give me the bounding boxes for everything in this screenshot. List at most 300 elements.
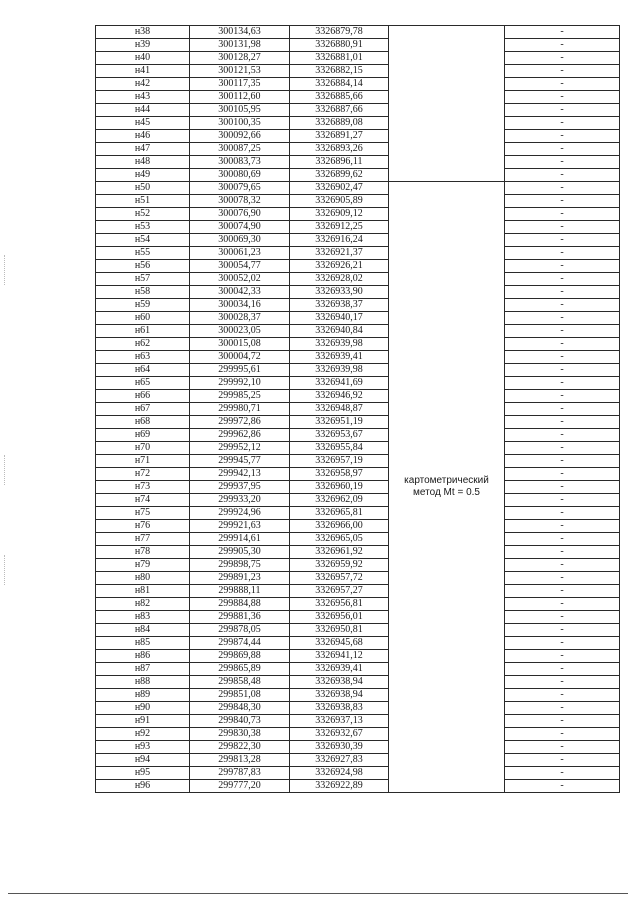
y-coordinate-cell: 3326879,78 [290,26,389,39]
x-coordinate-cell: 300112,60 [190,91,290,104]
coordinates-table-body [96,26,620,793]
accuracy-dash-cell: - [505,91,620,104]
table-row [96,247,620,260]
table-row [96,325,620,338]
accuracy-dash-cell: - [505,143,620,156]
point-name-cell: н64 [96,364,190,377]
point-name-cell: н81 [96,585,190,598]
x-coordinate-cell: 299851,08 [190,689,290,702]
table-row [96,351,620,364]
table-row [96,195,620,208]
table-row [96,598,620,611]
point-name-cell: н67 [96,403,190,416]
x-coordinate-cell: 300034,16 [190,299,290,312]
point-name-cell: н38 [96,26,190,39]
y-coordinate-cell: 3326940,84 [290,325,389,338]
accuracy-dash-cell: - [505,572,620,585]
accuracy-dash-cell: - [505,312,620,325]
table-row [96,494,620,507]
x-coordinate-cell: 300052,02 [190,273,290,286]
y-coordinate-cell: 3326921,37 [290,247,389,260]
point-name-cell: н49 [96,169,190,182]
y-coordinate-cell: 3326953,67 [290,429,389,442]
point-name-cell: н73 [96,481,190,494]
x-coordinate-cell: 299914,61 [190,533,290,546]
table-row [96,156,620,169]
x-coordinate-cell: 300079,65 [190,182,290,195]
point-name-cell: н42 [96,78,190,91]
point-name-cell: н52 [96,208,190,221]
x-coordinate-cell: 299888,11 [190,585,290,598]
y-coordinate-cell: 3326956,81 [290,598,389,611]
y-coordinate-cell: 3326938,94 [290,689,389,702]
point-name-cell: н79 [96,559,190,572]
x-coordinate-cell: 300054,77 [190,260,290,273]
table-row [96,39,620,52]
y-coordinate-cell: 3326928,02 [290,273,389,286]
point-name-cell: н86 [96,650,190,663]
method-text-line: метод Mt = 0.5 [413,487,480,498]
table-row [96,429,620,442]
x-coordinate-cell: 299995,61 [190,364,290,377]
accuracy-dash-cell: - [505,598,620,611]
x-coordinate-cell: 300092,66 [190,130,290,143]
accuracy-dash-cell: - [505,26,620,39]
point-name-cell: н87 [96,663,190,676]
point-name-cell: н60 [96,312,190,325]
table-row [96,182,620,195]
x-coordinate-cell: 300080,69 [190,169,290,182]
accuracy-dash-cell: - [505,65,620,78]
x-coordinate-cell: 300028,37 [190,312,290,325]
x-coordinate-cell: 300087,25 [190,143,290,156]
point-name-cell: н93 [96,741,190,754]
table-row [96,117,620,130]
accuracy-dash-cell: - [505,741,620,754]
y-coordinate-cell: 3326965,81 [290,507,389,520]
y-coordinate-cell: 3326882,15 [290,65,389,78]
x-coordinate-cell: 299848,30 [190,702,290,715]
table-row [96,130,620,143]
point-name-cell: н45 [96,117,190,130]
table-row [96,481,620,494]
x-coordinate-cell: 299830,38 [190,728,290,741]
accuracy-dash-cell: - [505,624,620,637]
accuracy-dash-cell: - [505,260,620,273]
y-coordinate-cell: 3326902,47 [290,182,389,195]
table-row [96,377,620,390]
table-row [96,169,620,182]
point-name-cell: н82 [96,598,190,611]
point-name-cell: н59 [96,299,190,312]
x-coordinate-cell: 299881,36 [190,611,290,624]
point-name-cell: н88 [96,676,190,689]
accuracy-dash-cell: - [505,715,620,728]
table-row [96,637,620,650]
point-name-cell: н48 [96,156,190,169]
margin-mark [4,255,8,285]
y-coordinate-cell: 3326965,05 [290,533,389,546]
accuracy-dash-cell: - [505,273,620,286]
point-name-cell: н50 [96,182,190,195]
table-row [96,559,620,572]
x-coordinate-cell: 299937,95 [190,481,290,494]
accuracy-dash-cell: - [505,234,620,247]
y-coordinate-cell: 3326893,26 [290,143,389,156]
coordinates-table [95,25,620,793]
accuracy-dash-cell: - [505,455,620,468]
y-coordinate-cell: 3326951,19 [290,416,389,429]
page-bottom-rule [8,893,628,894]
accuracy-dash-cell: - [505,611,620,624]
table-row [96,663,620,676]
point-name-cell: н54 [96,234,190,247]
point-name-cell: н90 [96,702,190,715]
y-coordinate-cell: 3326946,92 [290,390,389,403]
x-coordinate-cell: 300121,53 [190,65,290,78]
x-coordinate-cell: 299952,12 [190,442,290,455]
x-coordinate-cell: 299945,77 [190,455,290,468]
x-coordinate-cell: 299787,83 [190,767,290,780]
point-name-cell: н83 [96,611,190,624]
y-coordinate-cell: 3326941,12 [290,650,389,663]
accuracy-dash-cell: - [505,39,620,52]
y-coordinate-cell: 3326957,27 [290,585,389,598]
table-row [96,533,620,546]
y-coordinate-cell: 3326939,98 [290,338,389,351]
table-row [96,546,620,559]
table-row [96,312,620,325]
table-row [96,767,620,780]
point-name-cell: н92 [96,728,190,741]
point-name-cell: н84 [96,624,190,637]
x-coordinate-cell: 300042,33 [190,286,290,299]
table-row [96,286,620,299]
point-name-cell: н85 [96,637,190,650]
accuracy-dash-cell: - [505,156,620,169]
table-row [96,468,620,481]
point-name-cell: н80 [96,572,190,585]
point-name-cell: н78 [96,546,190,559]
accuracy-dash-cell: - [505,52,620,65]
table-row [96,299,620,312]
x-coordinate-cell: 300015,08 [190,338,290,351]
y-coordinate-cell: 3326948,87 [290,403,389,416]
accuracy-dash-cell: - [505,676,620,689]
accuracy-dash-cell: - [505,195,620,208]
accuracy-dash-cell: - [505,728,620,741]
y-coordinate-cell: 3326938,94 [290,676,389,689]
accuracy-dash-cell: - [505,221,620,234]
point-name-cell: н46 [96,130,190,143]
accuracy-dash-cell: - [505,546,620,559]
table-row [96,65,620,78]
table-row [96,78,620,91]
accuracy-dash-cell: - [505,702,620,715]
table-row [96,728,620,741]
x-coordinate-cell: 300128,27 [190,52,290,65]
accuracy-dash-cell: - [505,585,620,598]
y-coordinate-cell: 3326927,83 [290,754,389,767]
x-coordinate-cell: 299822,30 [190,741,290,754]
accuracy-dash-cell: - [505,767,620,780]
point-name-cell: н53 [96,221,190,234]
y-coordinate-cell: 3326912,25 [290,221,389,234]
y-coordinate-cell: 3326899,62 [290,169,389,182]
table-row [96,273,620,286]
accuracy-dash-cell: - [505,663,620,676]
y-coordinate-cell: 3326937,13 [290,715,389,728]
x-coordinate-cell: 299905,30 [190,546,290,559]
accuracy-dash-cell: - [505,533,620,546]
y-coordinate-cell: 3326891,27 [290,130,389,143]
point-name-cell: н66 [96,390,190,403]
y-coordinate-cell: 3326887,66 [290,104,389,117]
x-coordinate-cell: 300100,35 [190,117,290,130]
point-name-cell: н58 [96,286,190,299]
y-coordinate-cell: 3326926,21 [290,260,389,273]
y-coordinate-cell: 3326905,89 [290,195,389,208]
x-coordinate-cell: 299972,86 [190,416,290,429]
x-coordinate-cell: 300069,30 [190,234,290,247]
accuracy-dash-cell: - [505,390,620,403]
x-coordinate-cell: 300078,32 [190,195,290,208]
table-row [96,338,620,351]
x-coordinate-cell: 299962,86 [190,429,290,442]
accuracy-dash-cell: - [505,377,620,390]
accuracy-dash-cell: - [505,130,620,143]
x-coordinate-cell: 299921,63 [190,520,290,533]
x-coordinate-cell: 300134,63 [190,26,290,39]
x-coordinate-cell: 299777,20 [190,780,290,793]
point-name-cell: н43 [96,91,190,104]
accuracy-dash-cell: - [505,364,620,377]
table-row [96,260,620,273]
x-coordinate-cell: 300131,98 [190,39,290,52]
accuracy-dash-cell: - [505,117,620,130]
point-name-cell: н77 [96,533,190,546]
method-cell [389,182,505,793]
x-coordinate-cell: 299985,25 [190,390,290,403]
x-coordinate-cell: 299924,96 [190,507,290,520]
y-coordinate-cell: 3326939,41 [290,351,389,364]
x-coordinate-cell: 300117,35 [190,78,290,91]
accuracy-dash-cell: - [505,780,620,793]
table-row [96,26,620,39]
table-row [96,455,620,468]
x-coordinate-cell: 300061,23 [190,247,290,260]
y-coordinate-cell: 3326959,92 [290,559,389,572]
accuracy-dash-cell: - [505,416,620,429]
point-name-cell: н95 [96,767,190,780]
table-row [96,390,620,403]
accuracy-dash-cell: - [505,507,620,520]
accuracy-dash-cell: - [505,182,620,195]
x-coordinate-cell: 299869,88 [190,650,290,663]
y-coordinate-cell: 3326896,11 [290,156,389,169]
point-name-cell: н71 [96,455,190,468]
point-name-cell: н56 [96,260,190,273]
table-row [96,520,620,533]
table-row [96,364,620,377]
y-coordinate-cell: 3326950,81 [290,624,389,637]
y-coordinate-cell: 3326909,12 [290,208,389,221]
point-name-cell: н51 [96,195,190,208]
y-coordinate-cell: 3326880,91 [290,39,389,52]
table-row [96,676,620,689]
point-name-cell: н94 [96,754,190,767]
point-name-cell: н69 [96,429,190,442]
table-row [96,221,620,234]
accuracy-dash-cell: - [505,637,620,650]
table-row [96,624,620,637]
y-coordinate-cell: 3326945,68 [290,637,389,650]
accuracy-dash-cell: - [505,494,620,507]
table-row [96,780,620,793]
y-coordinate-cell: 3326938,83 [290,702,389,715]
point-name-cell: н40 [96,52,190,65]
x-coordinate-cell: 299992,10 [190,377,290,390]
y-coordinate-cell: 3326961,92 [290,546,389,559]
table-row [96,585,620,598]
accuracy-dash-cell: - [505,169,620,182]
accuracy-dash-cell: - [505,403,620,416]
point-name-cell: н89 [96,689,190,702]
table-row [96,611,620,624]
y-coordinate-cell: 3326957,72 [290,572,389,585]
y-coordinate-cell: 3326941,69 [290,377,389,390]
table-row [96,650,620,663]
y-coordinate-cell: 3326924,98 [290,767,389,780]
y-coordinate-cell: 3326885,66 [290,91,389,104]
accuracy-dash-cell: - [505,78,620,91]
accuracy-dash-cell: - [505,286,620,299]
y-coordinate-cell: 3326940,17 [290,312,389,325]
accuracy-dash-cell: - [505,247,620,260]
point-name-cell: н65 [96,377,190,390]
accuracy-dash-cell: - [505,481,620,494]
y-coordinate-cell: 3326966,00 [290,520,389,533]
table-row [96,91,620,104]
x-coordinate-cell: 299878,05 [190,624,290,637]
table-row [96,416,620,429]
table-row [96,104,620,117]
y-coordinate-cell: 3326955,84 [290,442,389,455]
y-coordinate-cell: 3326933,90 [290,286,389,299]
accuracy-dash-cell: - [505,650,620,663]
point-name-cell: н57 [96,273,190,286]
y-coordinate-cell: 3326939,98 [290,364,389,377]
point-name-cell: н91 [96,715,190,728]
x-coordinate-cell: 299980,71 [190,403,290,416]
x-coordinate-cell: 300074,90 [190,221,290,234]
accuracy-dash-cell: - [505,208,620,221]
table-row [96,234,620,247]
y-coordinate-cell: 3326932,67 [290,728,389,741]
y-coordinate-cell: 3326958,97 [290,468,389,481]
x-coordinate-cell: 299813,28 [190,754,290,767]
table-row [96,52,620,65]
point-name-cell: н75 [96,507,190,520]
point-name-cell: н70 [96,442,190,455]
point-name-cell: н47 [96,143,190,156]
y-coordinate-cell: 3326960,19 [290,481,389,494]
point-name-cell: н96 [96,780,190,793]
y-coordinate-cell: 3326889,08 [290,117,389,130]
point-name-cell: н76 [96,520,190,533]
accuracy-dash-cell: - [505,338,620,351]
table-row [96,208,620,221]
point-name-cell: н72 [96,468,190,481]
point-name-cell: н41 [96,65,190,78]
x-coordinate-cell: 299933,20 [190,494,290,507]
y-coordinate-cell: 3326938,37 [290,299,389,312]
accuracy-dash-cell: - [505,754,620,767]
point-name-cell: н44 [96,104,190,117]
y-coordinate-cell: 3326922,89 [290,780,389,793]
x-coordinate-cell: 299942,13 [190,468,290,481]
method-cell [389,26,505,182]
y-coordinate-cell: 3326957,19 [290,455,389,468]
x-coordinate-cell: 300076,90 [190,208,290,221]
point-name-cell: н39 [96,39,190,52]
x-coordinate-cell: 299865,89 [190,663,290,676]
y-coordinate-cell: 3326956,01 [290,611,389,624]
accuracy-dash-cell: - [505,351,620,364]
point-name-cell: н55 [96,247,190,260]
accuracy-dash-cell: - [505,429,620,442]
x-coordinate-cell: 299891,23 [190,572,290,585]
table-row [96,143,620,156]
x-coordinate-cell: 299898,75 [190,559,290,572]
point-name-cell: н63 [96,351,190,364]
accuracy-dash-cell: - [505,689,620,702]
margin-mark [4,555,8,585]
table-row [96,403,620,416]
table-row [96,702,620,715]
accuracy-dash-cell: - [505,468,620,481]
point-name-cell: н74 [96,494,190,507]
table-row [96,572,620,585]
point-name-cell: н68 [96,416,190,429]
x-coordinate-cell: 299840,73 [190,715,290,728]
table-row [96,442,620,455]
x-coordinate-cell: 299858,48 [190,676,290,689]
x-coordinate-cell: 300023,05 [190,325,290,338]
table-row [96,741,620,754]
table-row [96,507,620,520]
y-coordinate-cell: 3326884,14 [290,78,389,91]
y-coordinate-cell: 3326881,01 [290,52,389,65]
margin-mark [4,455,8,485]
y-coordinate-cell: 3326916,24 [290,234,389,247]
table-row [96,754,620,767]
point-name-cell: н62 [96,338,190,351]
x-coordinate-cell: 299874,44 [190,637,290,650]
x-coordinate-cell: 300083,73 [190,156,290,169]
table-row [96,715,620,728]
y-coordinate-cell: 3326962,09 [290,494,389,507]
table-row [96,689,620,702]
accuracy-dash-cell: - [505,559,620,572]
y-coordinate-cell: 3326939,41 [290,663,389,676]
y-coordinate-cell: 3326930,39 [290,741,389,754]
x-coordinate-cell: 299884,88 [190,598,290,611]
accuracy-dash-cell: - [505,520,620,533]
x-coordinate-cell: 300004,72 [190,351,290,364]
point-name-cell: н61 [96,325,190,338]
accuracy-dash-cell: - [505,104,620,117]
